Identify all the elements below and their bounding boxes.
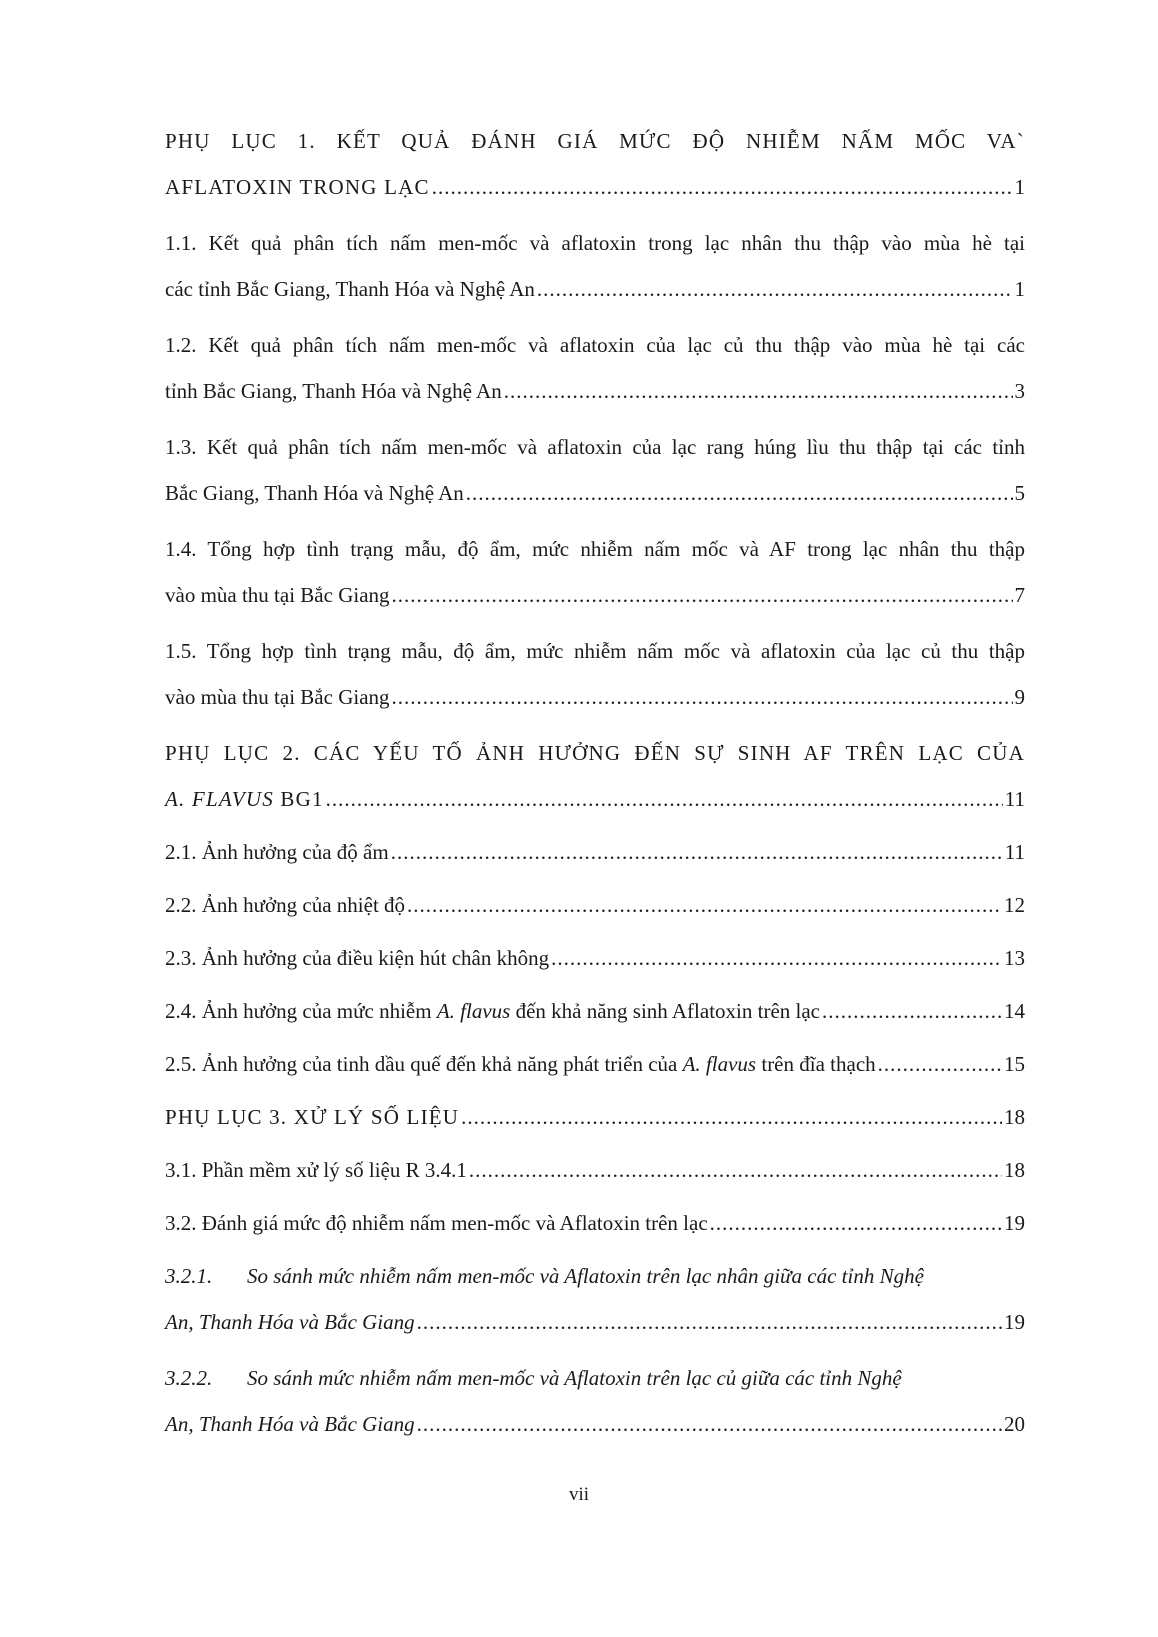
toc-entry-text: 2.2. Ảnh hưởng của nhiệt độ — [165, 893, 406, 917]
toc-entry-text: 2.4. Ảnh hưởng của mức nhiễm — [165, 999, 437, 1023]
toc-page-number: 13 — [1004, 946, 1025, 970]
toc-entry-text: các tỉnh Bắc Giang, Thanh Hóa và Nghệ An — [165, 277, 535, 301]
dot-leader — [417, 1401, 1002, 1447]
toc-page-number: 15 — [1004, 1052, 1025, 1076]
toc-entry-3-2-1[interactable] — [165, 1253, 1025, 1345]
toc-entry-number: 3.2.2. — [165, 1366, 213, 1390]
toc-entry-1-3[interactable] — [165, 424, 1025, 516]
toc-page-number: 1 — [1014, 277, 1025, 301]
toc-entry-text: trên đĩa thạch — [756, 1052, 876, 1076]
page-number-footer: vii — [568, 1484, 590, 1505]
toc-entry-text: An, Thanh Hóa và Bắc Giang — [165, 1412, 415, 1436]
toc-entry-3-2-2[interactable] — [165, 1355, 1025, 1447]
toc-entry-text: So sánh mức nhiễm nấm men-mốc và Aflatoxin trên lạc củ giữa các tỉnh Nghệ — [247, 1366, 902, 1390]
toc-page-number: 19 — [1004, 1211, 1025, 1235]
species-name: A. flavus — [436, 999, 511, 1023]
toc-entry-appendix-3[interactable] — [165, 1094, 1025, 1140]
table-of-contents — [165, 118, 1025, 1447]
toc-entry-1-2[interactable] — [165, 322, 1025, 414]
toc-entry-text: PHỤ LỤC 1. KẾT QUẢ ĐÁNH GIÁ MỨC ĐỘ NHIỄM NẤM MỐC VA` — [165, 129, 1025, 153]
toc-entry-number: 3.2.1. — [165, 1264, 213, 1288]
dot-leader — [432, 164, 1013, 210]
toc-entry-text: 1.2. Kết quả phân tích nấm men-mốc và aflatoxin của lạc củ thu thập vào mùa hè tại các — [165, 333, 1025, 357]
dot-leader — [407, 882, 1002, 928]
dot-leader — [710, 1200, 1002, 1246]
toc-entry-1-5[interactable] — [165, 628, 1025, 720]
dot-leader — [822, 988, 1002, 1034]
dot-leader — [537, 266, 1013, 312]
toc-entry-text: 1.4. Tổng hợp tình trạng mẫu, độ ẩm, mức nhiễm nấm mốc và AF trong lạc nhân thu thập — [165, 537, 1025, 561]
toc-entry-text: 1.1. Kết quả phân tích nấm men-mốc và aflatoxin trong lạc nhân thu thập vào mùa hè tại — [165, 231, 1025, 255]
dot-leader — [391, 829, 1003, 875]
dot-leader — [461, 1094, 1002, 1140]
dot-leader — [417, 1299, 1002, 1345]
toc-entry-appendix-1[interactable] — [165, 118, 1025, 210]
toc-entry-text: 3.1. Phần mềm xử lý số liệu R 3.4.1 — [165, 1158, 467, 1182]
toc-page-number: 1 — [1014, 175, 1025, 199]
toc-page-number: 18 — [1004, 1158, 1025, 1182]
toc-page-number: 9 — [1014, 685, 1025, 709]
dot-leader — [326, 776, 1003, 822]
toc-entry-text: So sánh mức nhiễm nấm men-mốc và Aflatoxin trên lạc nhân giữa các tỉnh Nghệ — [247, 1264, 924, 1288]
toc-entry-1-1[interactable] — [165, 220, 1025, 312]
toc-entry-text: PHỤ LỤC 2. CÁC YẾU TỐ ẢNH HƯỞNG ĐẾN SỰ SINH AF TRÊN LẠC CỦA — [165, 741, 1025, 765]
dot-leader — [551, 935, 1002, 981]
toc-entry-2-3[interactable] — [165, 935, 1025, 981]
toc-page-number: 18 — [1004, 1105, 1025, 1129]
toc-entry-2-1[interactable] — [165, 829, 1025, 875]
toc-entry-text: đến khả năng sinh Aflatoxin trên lạc — [510, 999, 820, 1023]
toc-entry-1-4[interactable] — [165, 526, 1025, 618]
toc-entry-text: AFLATOXIN TRONG LẠC — [165, 175, 430, 199]
toc-page-number: 20 — [1004, 1412, 1025, 1436]
dot-leader — [392, 572, 1013, 618]
toc-entry-2-4[interactable] — [165, 988, 1025, 1034]
toc-entry-2-5[interactable] — [165, 1041, 1025, 1087]
dot-leader — [392, 674, 1013, 720]
toc-entry-text: vào mùa thu tại Bắc Giang — [165, 685, 390, 709]
toc-entry-3-1[interactable] — [165, 1147, 1025, 1193]
dot-leader — [466, 470, 1013, 516]
toc-page-number: 7 — [1014, 583, 1025, 607]
toc-entry-text: 3.2. Đánh giá mức độ nhiễm nấm men-mốc và Aflatoxin trên lạc — [165, 1211, 708, 1235]
toc-entry-text: 1.5. Tổng hợp tình trạng mẫu, độ ẩm, mức nhiễm nấm mốc và aflatoxin của lạc củ thu thập — [165, 639, 1025, 663]
dot-leader — [504, 368, 1013, 414]
dot-leader — [469, 1147, 1002, 1193]
toc-page-number: 14 — [1004, 999, 1025, 1023]
species-name: A. FLAVUS — [165, 787, 274, 811]
toc-entry-text: 2.1. Ảnh hưởng của độ ẩm — [165, 840, 389, 864]
toc-page-number: 3 — [1014, 379, 1025, 403]
toc-entry-text: PHỤ LỤC 3. XỬ LÝ SỐ LIỆU — [165, 1105, 460, 1129]
toc-entry-2-2[interactable] — [165, 882, 1025, 928]
species-name: A. flavus — [682, 1052, 757, 1076]
toc-entry-text: Bắc Giang, Thanh Hóa và Nghệ An — [165, 481, 464, 505]
toc-entry-text: tỉnh Bắc Giang, Thanh Hóa và Nghệ An — [165, 379, 502, 403]
toc-entry-text: 2.3. Ảnh hưởng của điều kiện hút chân không — [165, 946, 550, 970]
dot-leader — [878, 1041, 1002, 1087]
toc-entry-text: BG1 — [273, 787, 324, 811]
toc-page-number: 5 — [1014, 481, 1025, 505]
toc-entry-3-2[interactable] — [165, 1200, 1025, 1246]
toc-entry-appendix-2[interactable] — [165, 730, 1025, 822]
toc-page-number: 11 — [1004, 840, 1025, 864]
toc-page-number: 11 — [1004, 787, 1025, 811]
toc-page-number: 19 — [1004, 1310, 1025, 1334]
toc-entry-text: An, Thanh Hóa và Bắc Giang — [165, 1310, 415, 1334]
toc-page-number: 12 — [1004, 893, 1025, 917]
toc-entry-text: vào mùa thu tại Bắc Giang — [165, 583, 390, 607]
toc-entry-text: 2.5. Ảnh hưởng của tinh dầu quế đến khả năng phát triển của — [165, 1052, 683, 1076]
toc-entry-text: 1.3. Kết quả phân tích nấm men-mốc và aflatoxin của lạc rang húng lìu thu thập tại các tỉnh — [165, 435, 1025, 459]
